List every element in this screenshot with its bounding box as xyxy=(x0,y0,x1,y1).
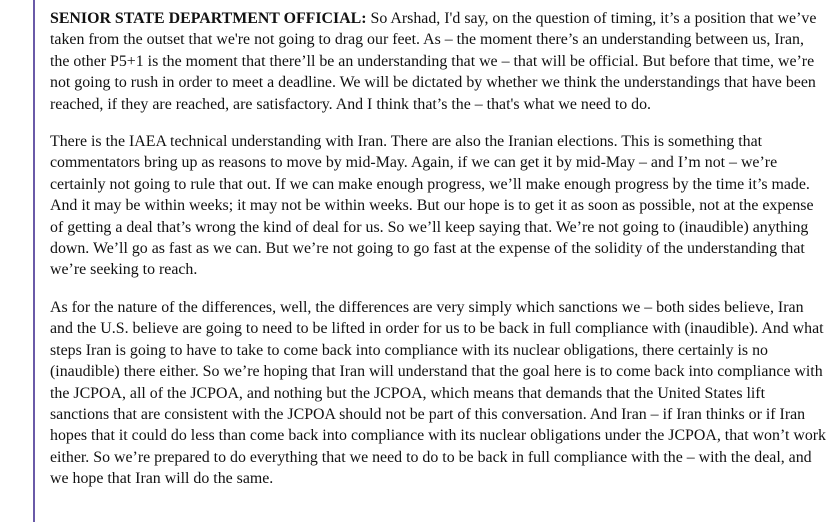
paragraph-1-text: So Arshad, I'd say, on the question of timing, it’s a position that we’ve taken from the outset that we're not going to drag our feet. As – the moment there’s an understanding between us, Iran, the other P5+1 is the moment that there’ll be an understanding that we – that will be official. But before that time, we’re not going to rush in order to meet a deadline. We will be dictated by whether we think the understandings that have been reached, if they are reached, are satisfactory. And I think that’s the – that's what we need to do. xyxy=(50,10,817,113)
paragraph-3: As for the nature of the differences, well, the differences are very simply which sanctions we – both sides believe, Iran and the U.S. believe are going to need to be lifted in order for us to be back in full compliance with (inaudible). And what steps Iran is going to have to take to come back into compliance with its nuclear obligations, there certainly is no (inaudible) there either. So we’re hoping that Iran will understand that the goal here is to come back into compliance with the JCPOA, all of the JCPOA, and nothing but the JCPOA, which means that demands that the United States lift sanctions that are consistent with the JCPOA should not be part of this conversation. And Iran – if Iran thinks or if Iran hopes that it could do less than come back into compliance with its nuclear obligations under the JCPOA, that won’t work either. So we’re prepared to do everything that we need to do to be back in full compliance with the – with the deal, and we hope that Iran will do the same. xyxy=(50,298,826,488)
transcript-document xyxy=(50,8,826,506)
left-margin-rule xyxy=(33,0,35,522)
speaker-label: SENIOR STATE DEPARTMENT OFFICIAL: xyxy=(50,10,367,27)
paragraph-2: There is the IAEA technical understanding with Iran. There are also the Iranian elections. This is something that commentators bring up as reasons to move by mid-May. Again, if we can get it by mid-May – and I’m not – we’re certainly not going to rule that out. If we can make enough progress, we’ll make enough progress by the time it’s made. And it may be within weeks; it may not be within weeks. But our hope is to get it as soon as possible, not at the expense of getting a deal that’s wrong the kind of deal for us. So we’ll keep saying that. We’re not going to (inaudible) anything down. We’ll go as fast as we can. But we’re not going to go fast at the expense of the solidity of the understanding that we’re seeking to reach. xyxy=(50,133,814,279)
paragraph-1 xyxy=(50,8,826,115)
